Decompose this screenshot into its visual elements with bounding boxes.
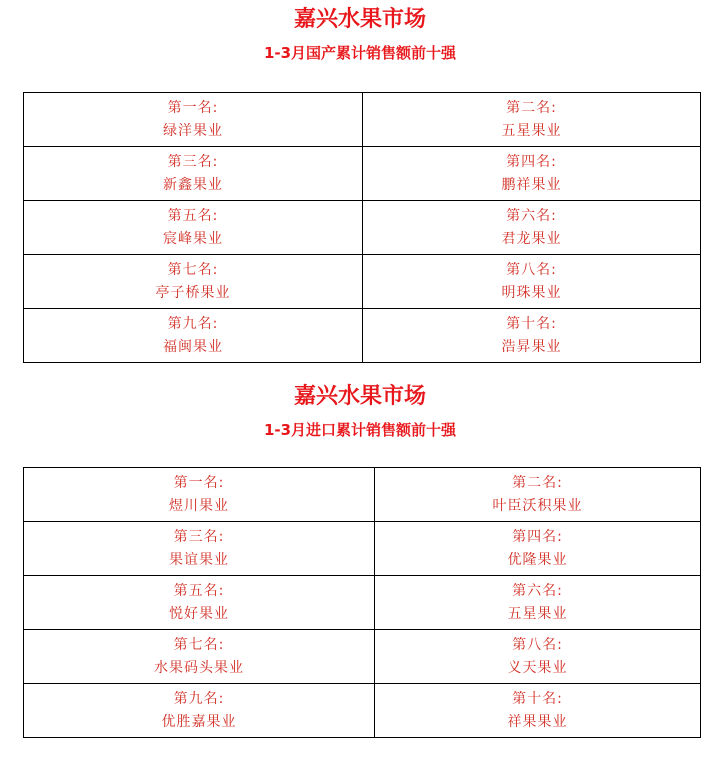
rank-cell [363, 147, 701, 201]
rank-cell [24, 684, 375, 738]
rank-cell [24, 93, 363, 147]
table-row [24, 255, 701, 309]
imported-title: 嘉兴水果市场 [293, 384, 426, 409]
rank-cell [24, 522, 375, 576]
rank-label: 第三名: [167, 153, 219, 170]
rank-label: 第五名: [173, 582, 225, 599]
company-name: 果谊果业 [169, 551, 229, 568]
table-row [24, 309, 701, 363]
rank-cell [363, 255, 701, 309]
rank-cell [24, 468, 375, 522]
company-name: 鹏祥果业 [501, 176, 562, 193]
rank-cell [24, 201, 363, 255]
rank-cell [375, 684, 701, 738]
table-row [24, 201, 701, 255]
table-row [24, 468, 701, 522]
rank-label: 第四名: [506, 153, 557, 170]
rank-cell [24, 147, 363, 201]
rank-cell [375, 522, 701, 576]
rank-cell [363, 309, 701, 363]
rank-label: 第八名: [512, 636, 563, 653]
rank-cell [24, 255, 363, 309]
rank-label: 第一名: [167, 99, 219, 116]
rank-label: 第五名: [167, 207, 219, 224]
rank-label: 第十名: [512, 690, 563, 707]
company-name: 悦好果业 [169, 605, 229, 622]
company-name: 义天果业 [507, 659, 568, 676]
company-name: 祥果果业 [507, 713, 568, 730]
rank-label: 第十名: [506, 315, 557, 332]
rank-cell [363, 201, 701, 255]
company-name: 绿洋果业 [163, 122, 223, 139]
table-row [24, 576, 701, 630]
company-name: 明珠果业 [501, 284, 562, 301]
rank-cell [24, 576, 375, 630]
rank-label: 第二名: [512, 474, 563, 491]
rank-cell [375, 576, 701, 630]
rank-label: 第九名: [173, 690, 225, 707]
table-row [24, 684, 701, 738]
rank-label: 第一名: [173, 474, 225, 491]
company-name: 浩昇果业 [501, 338, 562, 355]
rank-label: 第八名: [506, 261, 557, 278]
company-name: 优隆果业 [507, 551, 568, 568]
imported-ranking-table [23, 467, 701, 738]
company-name: 五星果业 [501, 122, 562, 139]
domestic-title: 嘉兴水果市场 [293, 7, 426, 32]
rank-label: 第六名: [512, 582, 563, 599]
company-name: 煜川果业 [169, 497, 229, 514]
company-name: 亭子桥果业 [155, 284, 231, 301]
table-row [24, 93, 701, 147]
rank-label: 第九名: [167, 315, 219, 332]
rank-label: 第七名: [173, 636, 225, 653]
company-name: 君龙果业 [501, 230, 562, 247]
company-name: 福闽果业 [163, 338, 223, 355]
rank-label: 第七名: [167, 261, 219, 278]
company-name: 优胜嘉果业 [161, 713, 237, 730]
table-row [24, 630, 701, 684]
company-name: 宸峰果业 [163, 230, 223, 247]
imported-subtitle: 1-3月进口累计销售额前十强 [263, 421, 457, 439]
rank-cell [363, 93, 701, 147]
rank-cell [375, 468, 701, 522]
rank-label: 第六名: [506, 207, 557, 224]
company-name: 五星果业 [507, 605, 568, 622]
table-row [24, 522, 701, 576]
rank-label: 第四名: [512, 528, 563, 545]
table-row [24, 147, 701, 201]
domestic-subtitle: 1-3月国产累计销售额前十强 [263, 44, 457, 62]
company-name: 叶臣沃积果业 [492, 497, 583, 514]
rank-label: 第三名: [173, 528, 225, 545]
rank-cell [24, 309, 363, 363]
domestic-ranking-table [23, 92, 701, 363]
rank-cell [375, 630, 701, 684]
company-name: 水果码头果业 [154, 659, 244, 676]
rank-label: 第二名: [506, 99, 557, 116]
rank-cell [24, 630, 375, 684]
company-name: 新鑫果业 [163, 176, 223, 193]
